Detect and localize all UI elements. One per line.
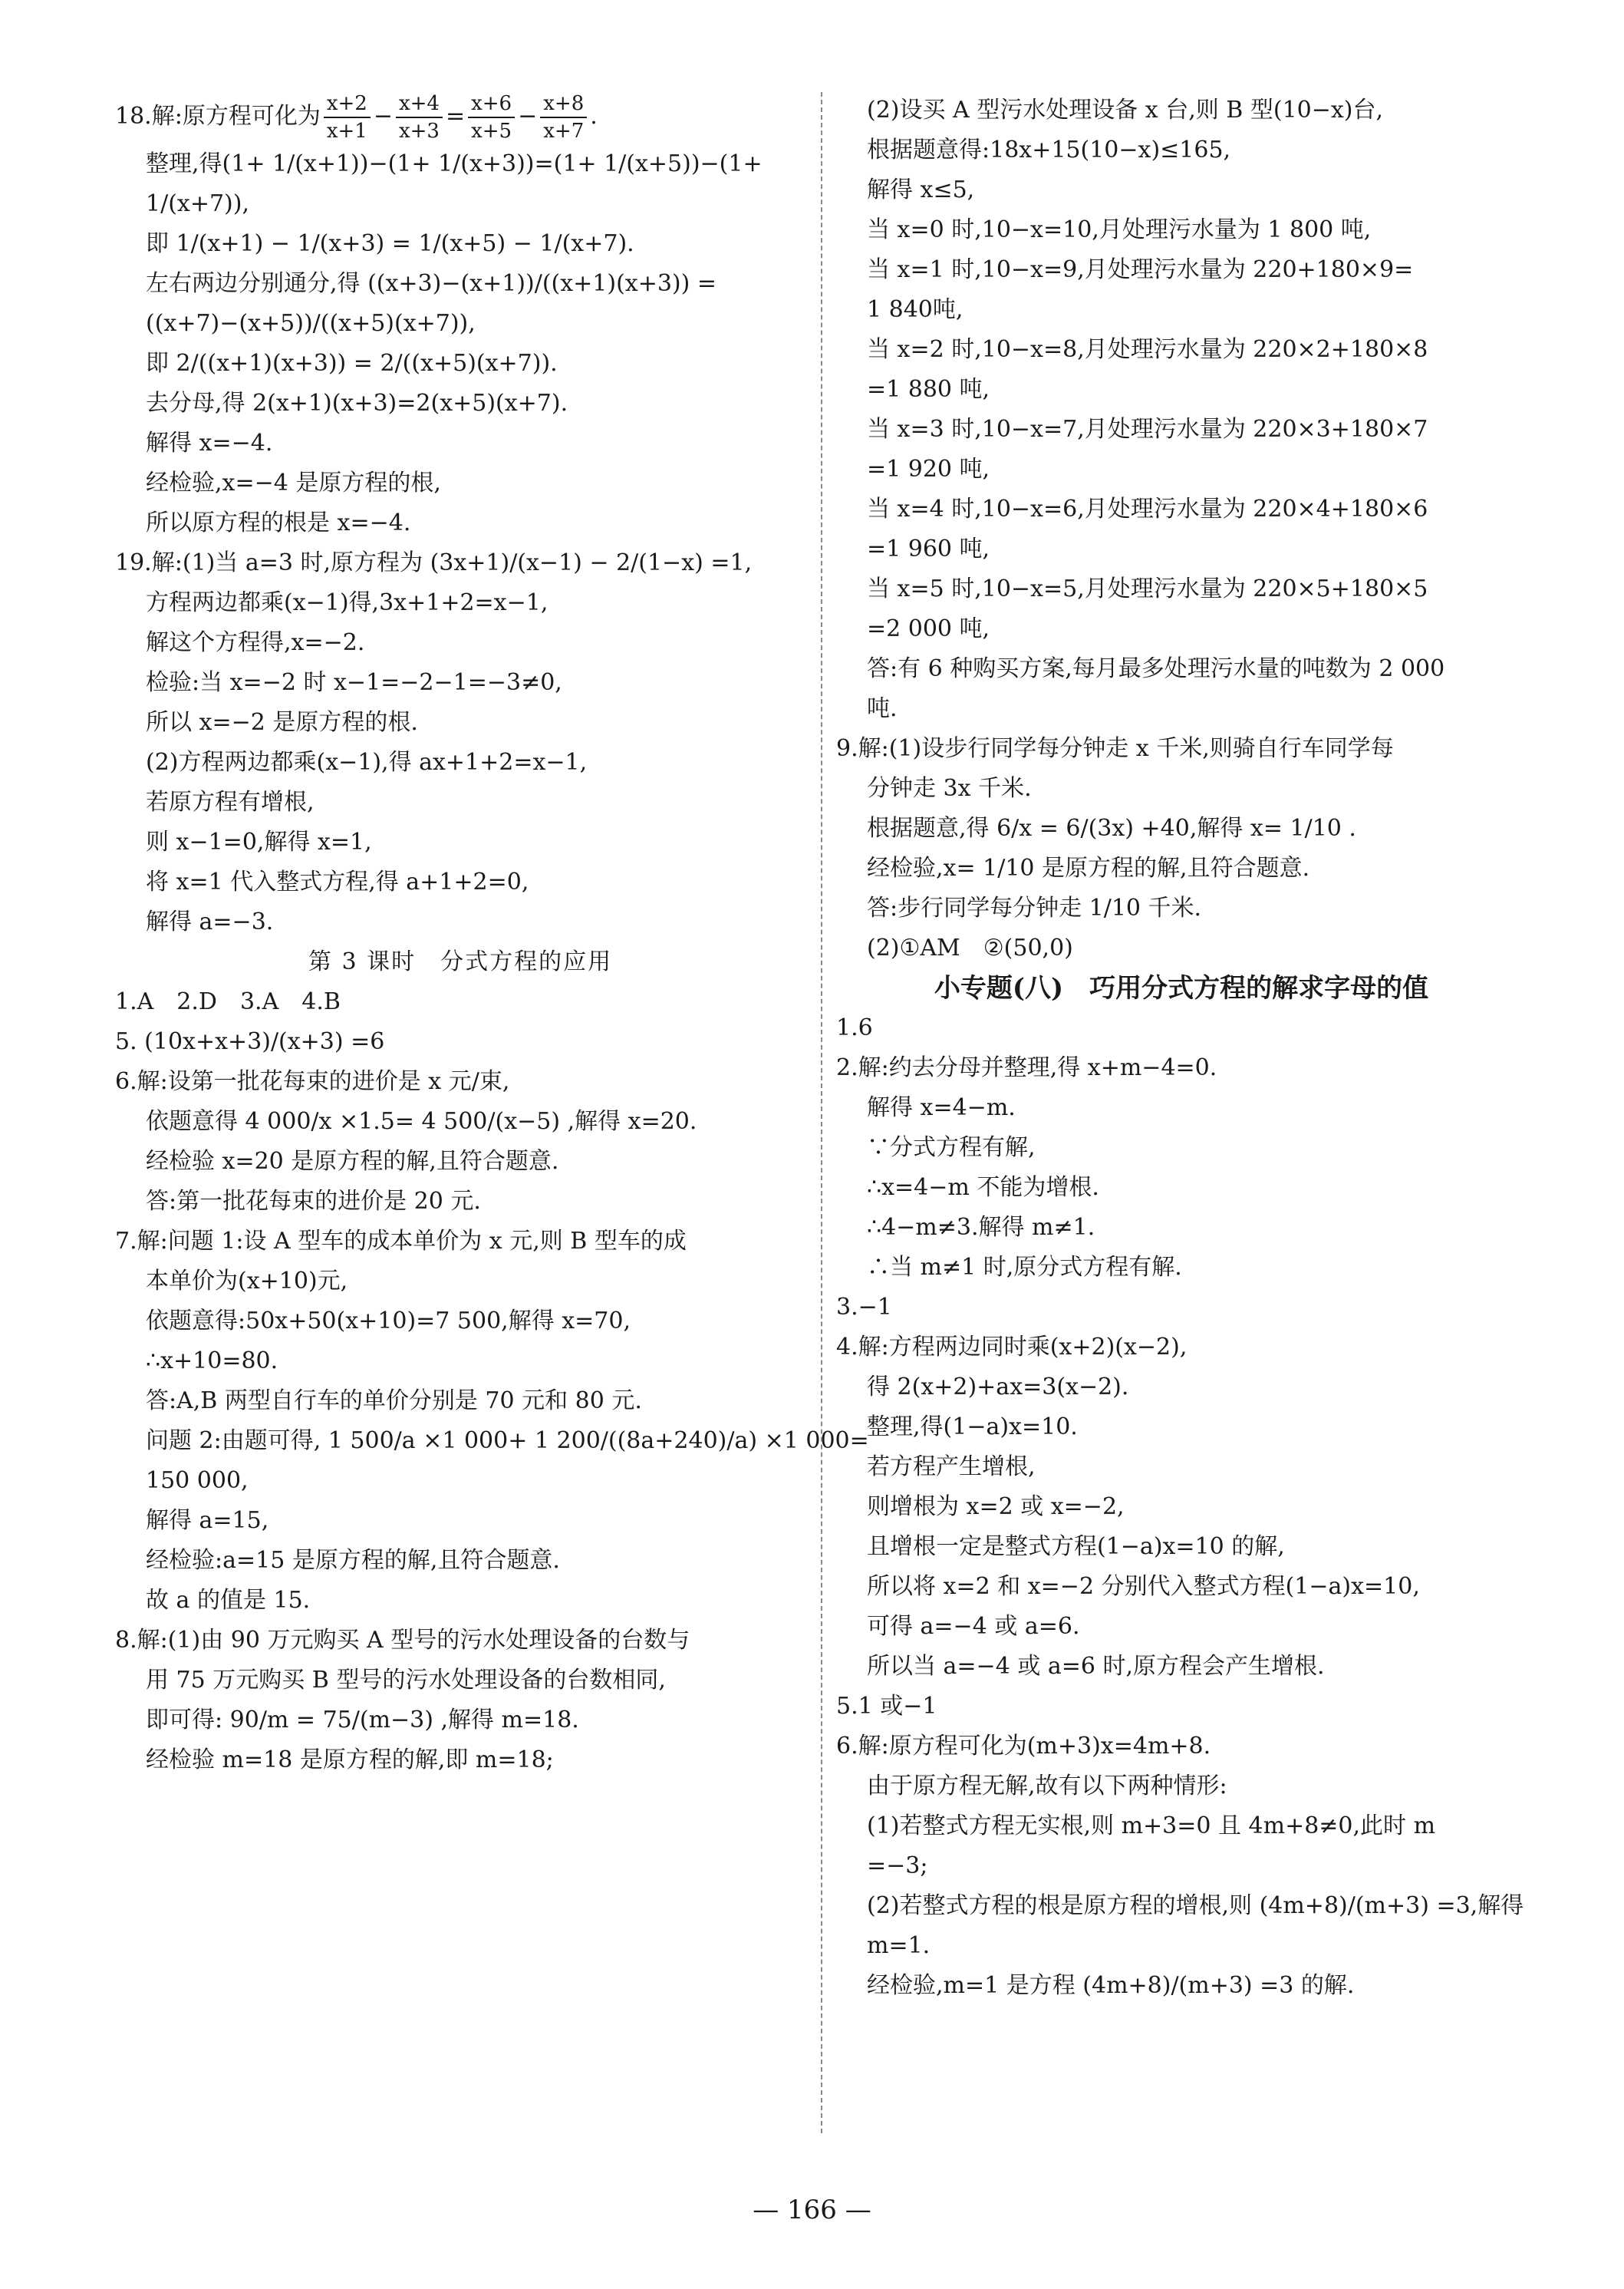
text-line: 8.解:(1)由 90 万元购买 A 型号的污水处理设备的台数与 xyxy=(115,1627,690,1654)
text-line: 4.解:方程两边同时乘(x+2)(x−2), xyxy=(836,1334,1188,1361)
text-line: 即可得: 90/m = 75/(m−3) ,解得 m=18. xyxy=(146,1707,579,1733)
lesson-heading: 第 3 课时 分式方程的应用 xyxy=(308,948,613,975)
text-line: 6.解:设第一批花每束的进价是 x 元/束, xyxy=(115,1068,510,1095)
text-line: 解得 a=15, xyxy=(146,1507,269,1534)
text-line: 问题 2:由题可得, 1 500/a ×1 000+ 1 200/((8a+240)/a) ×1 000= xyxy=(146,1427,869,1454)
text-line: 且增根一定是整式方程(1−a)x=10 的解, xyxy=(867,1533,1285,1560)
section-heading: 小专题(八) 巧用分式方程的解求字母的值 xyxy=(934,973,1429,1004)
text-line: 答:步行同学每分钟走 1/10 千米. xyxy=(867,895,1202,922)
text-line: 根据题意得:18x+15(10−x)≤165, xyxy=(867,137,1231,163)
text-line: ∴当 m≠1 时,原分式方程有解. xyxy=(867,1254,1182,1281)
text-line: 左右两边分别通分,得 ((x+3)−(x+1))/((x+1)(x+3)) = xyxy=(146,270,717,297)
text-line: 去分母,得 2(x+1)(x+3)=2(x+5)(x+7). xyxy=(146,390,568,417)
text-line: 答:A,B 两型自行车的单价分别是 70 元和 80 元. xyxy=(146,1387,642,1414)
text-line: 分钟走 3x 千米. xyxy=(867,775,1032,802)
text-line: 9.解:(1)设步行同学每分钟走 x 千米,则骑自行车同学每 xyxy=(836,735,1394,762)
text-line: 1/(x+7)), xyxy=(146,190,249,217)
text-line: 5. (10x+x+3)/(x+3) =6 xyxy=(115,1028,385,1055)
text-line: 则 x−1=0,解得 x=1, xyxy=(146,829,372,856)
text-line: =1 960 吨, xyxy=(867,536,990,562)
column-divider xyxy=(821,92,822,2133)
text-line: =1 880 吨, xyxy=(867,376,990,403)
text-line: =1 920 吨, xyxy=(867,456,990,483)
text-line: 即 1/(x+1) − 1/(x+3) = 1/(x+5) − 1/(x+7). xyxy=(146,230,634,257)
text-line: 根据题意,得 6/x = 6/(3x) +40,解得 x= 1/10 . xyxy=(867,815,1356,842)
text-line: 故 a 的值是 15. xyxy=(146,1587,311,1614)
text-line: 解得 x≤5, xyxy=(867,176,975,203)
right-column xyxy=(836,91,1527,2006)
text-line: 答:有 6 种购买方案,每月最多处理污水量的吨数为 2 000 xyxy=(867,655,1445,682)
text-line: 150 000, xyxy=(146,1467,249,1494)
text-line: 吨. xyxy=(867,695,898,722)
text-line: 整理,得(1+ 1/(x+1))−(1+ 1/(x+3))=(1+ 1/(x+5))−(1+ xyxy=(146,150,763,177)
text-line: 经检验,x=−4 是原方程的根, xyxy=(146,470,441,496)
text-line: 7.解:问题 1:设 A 型车的成本单价为 x 元,则 B 型车的成 xyxy=(115,1228,687,1255)
page-number: — 166 — xyxy=(753,2195,871,2225)
text-line: 所以原方程的根是 x=−4. xyxy=(146,510,411,536)
text-line: ∴x+10=80. xyxy=(146,1347,278,1374)
text-line: 19.解:(1)当 a=3 时,原方程为 (3x+1)/(x−1) − 2/(1−x) =1, xyxy=(115,549,753,576)
text-line: 当 x=0 时,10−x=10,月处理污水量为 1 800 吨, xyxy=(867,216,1372,243)
fraction: $\frac{x+2}{x+1}$ xyxy=(324,91,371,144)
text-line: (2)①AM ②(50,0) xyxy=(867,935,1073,961)
text-line: 依题意得 4 000/x ×1.5= 4 500/(x−5) ,解得 x=20. xyxy=(146,1108,697,1135)
text-line: 当 x=5 时,10−x=5,月处理污水量为 220×5+180×5 xyxy=(867,576,1428,602)
text-line: m=1. xyxy=(867,1932,931,1959)
text-line: 1.6 xyxy=(836,1014,873,1041)
text-line: 答:第一批花每束的进价是 20 元. xyxy=(146,1188,481,1215)
fraction: $\frac{x+8}{x+7}$ xyxy=(540,91,587,144)
text-line: 得 2(x+2)+ax=3(x−2). xyxy=(867,1374,1129,1400)
text-line: (2)设买 A 型污水处理设备 x 台,则 B 型(10−x)台, xyxy=(867,97,1384,124)
text-line: 用 75 万元购买 B 型号的污水处理设备的台数相同, xyxy=(146,1667,666,1694)
text-line: ∴x=4−m 不能为增根. xyxy=(867,1174,1099,1201)
text-line: 本单价为(x+10)元, xyxy=(146,1268,348,1295)
text-line: 解得 x=4−m. xyxy=(867,1094,1016,1121)
text-line: 1.A 2.D 3.A 4.B xyxy=(115,988,341,1015)
text-line: 则增根为 x=2 或 x=−2, xyxy=(867,1493,1125,1520)
text-line: 若方程产生增根, xyxy=(867,1453,1036,1480)
text-line: 当 x=3 时,10−x=7,月处理污水量为 220×3+180×7 xyxy=(867,416,1428,443)
text-line: 解得 x=−4. xyxy=(146,430,273,457)
text-line: 整理,得(1−a)x=10. xyxy=(867,1413,1078,1440)
text-line: 经检验 m=18 是原方程的解,即 m=18; xyxy=(146,1746,554,1773)
text-line: 方程两边都乘(x−1)得,3x+1+2=x−1, xyxy=(146,589,548,616)
text-line: 6.解:原方程可化为(m+3)x=4m+8. xyxy=(836,1733,1211,1760)
text-line: 当 x=4 时,10−x=6,月处理污水量为 220×4+180×6 xyxy=(867,496,1428,523)
text-line: 3.−1 xyxy=(836,1294,892,1321)
text-line: 当 x=1 时,10−x=9,月处理污水量为 220+180×9= xyxy=(867,256,1414,283)
text-line: 所以将 x=2 和 x=−2 分别代入整式方程(1−a)x=10, xyxy=(867,1573,1420,1600)
text-line: 经检验 x=20 是原方程的解,且符合题意. xyxy=(146,1148,559,1175)
text-line: 由于原方程无解,故有以下两种情形: xyxy=(867,1773,1227,1799)
text-line: 所以 x=−2 是原方程的根. xyxy=(146,709,418,736)
text-line: 解这个方程得,x=−2. xyxy=(146,629,365,656)
text-line: ∵分式方程有解, xyxy=(867,1134,1036,1161)
text-line: 经检验:a=15 是原方程的解,且符合题意. xyxy=(146,1547,560,1574)
text-line: 1 840吨, xyxy=(867,296,964,323)
text-line: 5.1 或−1 xyxy=(836,1693,937,1720)
text-line: 所以当 a=−4 或 a=6 时,原方程会产生增根. xyxy=(867,1653,1325,1680)
text-line: ∴4−m≠3.解得 m≠1. xyxy=(867,1214,1095,1241)
text-line: (2)方程两边都乘(x−1),得 ax+1+2=x−1, xyxy=(146,749,588,776)
text-line: 若原方程有增根, xyxy=(146,789,315,816)
text-line: 依题意得:50x+50(x+10)=7 500,解得 x=70, xyxy=(146,1308,631,1334)
fraction: $\frac{x+4}{x+3}$ xyxy=(396,91,443,144)
text-line: (1)若整式方程无实根,则 m+3=0 且 4m+8≠0,此时 m xyxy=(867,1812,1436,1839)
fraction: $\frac{x+6}{x+5}$ xyxy=(468,91,515,144)
text-line: 2.解:约去分母并整理,得 x+m−4=0. xyxy=(836,1054,1217,1081)
text-line: =2 000 吨, xyxy=(867,615,990,642)
text-line: 经检验,x= 1/10 是原方程的解,且符合题意. xyxy=(867,855,1310,882)
text-line: =−3; xyxy=(867,1852,928,1879)
equation-line: 18.解:原方程可化为 $\frac{x+2}{x+1}$ − $\frac{x+4}{x+3}$ = $\frac{x+6}{x+5}$ − $\frac{x+8}{x+7}$ . xyxy=(115,92,598,143)
text-line: (2)若整式方程的根是原方程的增根,则 (4m+8)/(m+3) =3,解得 xyxy=(867,1892,1524,1919)
text-line: 即 2/((x+1)(x+3)) = 2/((x+5)(x+7)). xyxy=(146,350,558,377)
text-line: 当 x=2 时,10−x=8,月处理污水量为 220×2+180×8 xyxy=(867,336,1428,363)
text-line: 检验:当 x=−2 时 x−1=−2−1=−3≠0, xyxy=(146,669,562,696)
text-line: ((x+7)−(x+5))/((x+5)(x+7)), xyxy=(146,310,476,337)
text-line: 经检验,m=1 是方程 (4m+8)/(m+3) =3 的解. xyxy=(867,1972,1355,1999)
text-line: 可得 a=−4 或 a=6. xyxy=(867,1613,1080,1640)
text-line: 解得 a=−3. xyxy=(146,909,274,935)
text-line: 将 x=1 代入整式方程,得 a+1+2=0, xyxy=(146,869,529,895)
